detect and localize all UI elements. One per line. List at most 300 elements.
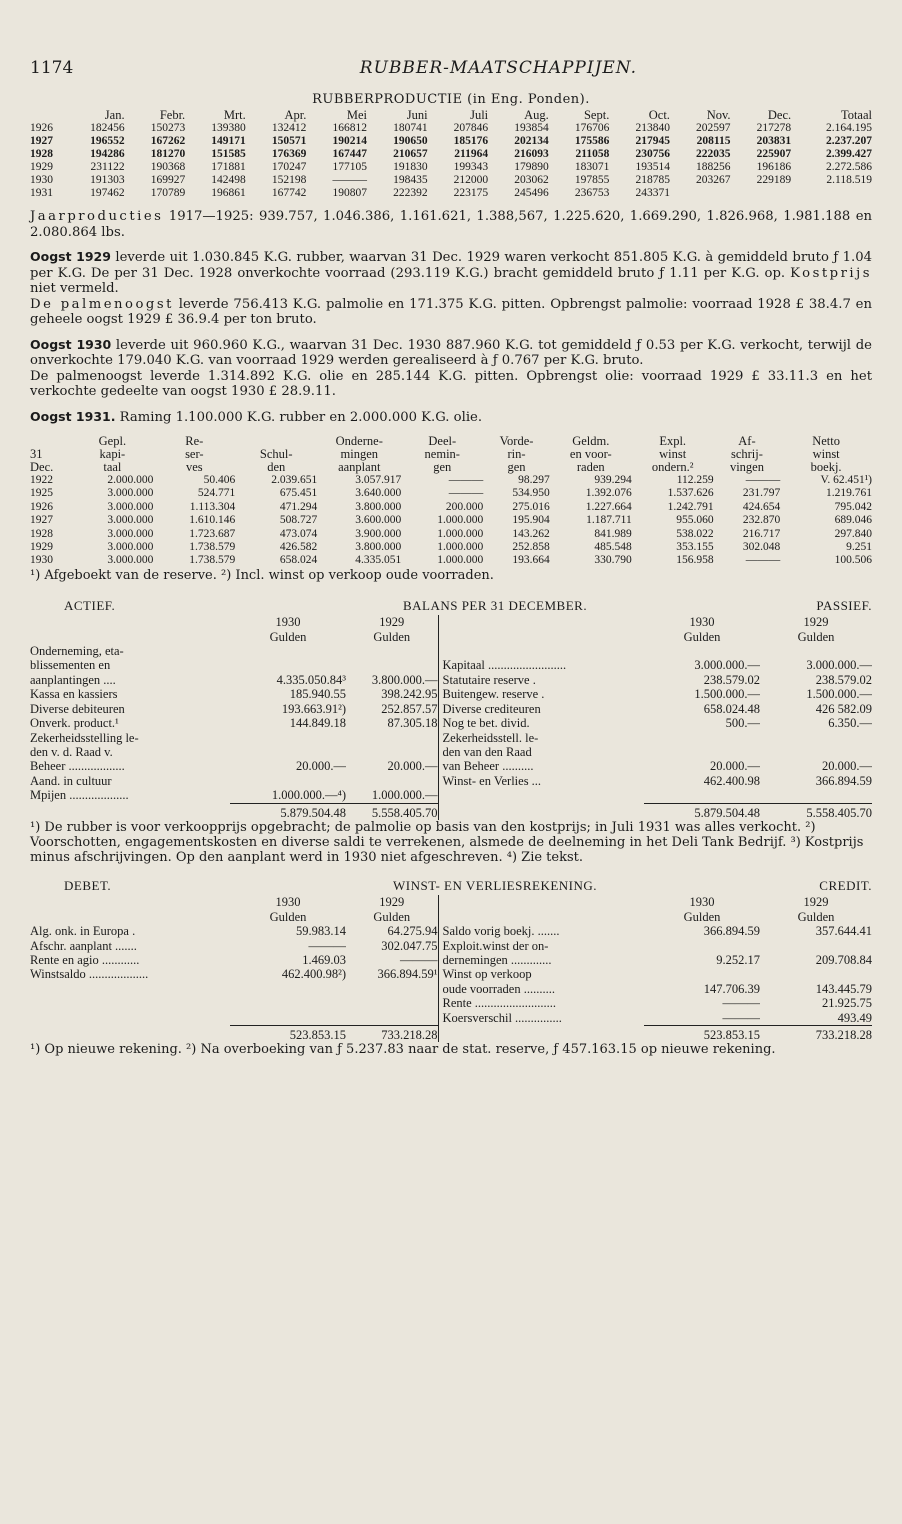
production-value: 191303 — [90, 174, 125, 186]
lead-palmenoogst: De palmenoogst — [30, 296, 174, 312]
financials-value: 1.113.304 — [189, 500, 236, 513]
financials-col-header — [483, 435, 550, 474]
financials-value: 1926 — [30, 500, 53, 513]
balance-title-row — [30, 599, 872, 615]
financials-value: 1.227.664 — [585, 500, 632, 513]
page — [30, 58, 872, 1057]
financials-value: 1.219.761 — [826, 487, 872, 500]
financials-value: 98.297 — [518, 474, 550, 486]
production-value: 207846 — [453, 122, 489, 134]
financials-col-header — [235, 435, 317, 474]
production-value — [670, 187, 731, 200]
balance-cell — [346, 731, 438, 745]
pl-year-row — [30, 895, 872, 909]
pl-cell: 366.894.59¹ — [377, 967, 438, 982]
balance-total: 5.879.504.48 — [644, 803, 760, 820]
financials-header-line: ser- — [185, 447, 204, 461]
financials-value: 955.060 — [676, 514, 714, 527]
production-value: 180741 — [393, 122, 428, 134]
pl-row — [30, 953, 872, 967]
pl-cell — [230, 1011, 346, 1026]
balance-cell — [230, 745, 346, 759]
financials-col-header — [550, 435, 632, 474]
financials-header-line: boekj. — [810, 460, 842, 474]
balance-footnote: ¹) De rubber is voor verkoopprijs opgebracht; de palmolie op basis van den kostprijs; in Juli 1931 was alles verkocht. ²) Voorschotten, engagementskosten en diverse saldi te verrekenen, alsmede de deelneming in het Deli Tank Bedrijf. ³) Kostprijs minus afschrijvingen. Op den aanplant werd in 1930 niet afgeschreven. ⁴) Zie tekst. — [30, 819, 864, 865]
pl-cell: Rente en agio ............ — [30, 952, 140, 967]
financials-value: 1.242.791 — [667, 500, 714, 513]
pl-totals-spacer — [438, 1026, 644, 1043]
financials-value: 3.000.000 — [107, 514, 154, 527]
financials-value: 330.790 — [594, 554, 632, 567]
production-value: 152198 — [271, 174, 307, 186]
production-value: 199343 — [453, 161, 489, 173]
financials-header-line: mingen — [340, 447, 378, 461]
financials-col-header — [153, 435, 235, 474]
financials-value: 485.548 — [594, 541, 632, 554]
pl-cell: 209.708.84 — [815, 952, 873, 967]
production-value: 181270 — [150, 148, 186, 160]
production-row — [30, 135, 872, 148]
balance-row — [30, 745, 872, 759]
financials-value: ——— — [448, 487, 484, 500]
balance-total: 5.879.504.48 — [230, 803, 346, 820]
pl-cell — [346, 996, 438, 1010]
production-value: 166812 — [332, 122, 367, 134]
production-row — [30, 187, 872, 200]
balance-cell — [644, 745, 760, 759]
balance-cell — [230, 658, 346, 672]
balance-year-row — [30, 615, 872, 629]
financials-header-line: schrij- — [730, 447, 763, 461]
balance-cell: Nog te bet. divid. — [438, 716, 644, 730]
production-value: 231122 — [90, 161, 125, 173]
production-value: 197462 — [90, 187, 125, 199]
pl-cell: Alg. onk. in Europa . — [30, 924, 136, 939]
production-value: 150273 — [150, 122, 186, 134]
financials-row — [30, 487, 872, 500]
production-value: 150571 — [271, 135, 307, 147]
financials-value: ——— — [448, 474, 484, 486]
balance-cell: 3.800.000.— — [371, 672, 438, 687]
financials-header-line: taal — [103, 460, 122, 474]
pl-row — [30, 996, 872, 1010]
pl-unit-left-b: Gulden — [373, 909, 411, 924]
pl-year-1930-right: 1930 — [689, 895, 715, 910]
balance-cell: 426 582.09 — [815, 701, 873, 716]
financials-col-header — [30, 435, 71, 474]
balance-totals-spacer — [438, 803, 644, 820]
financials-col-header — [71, 435, 153, 474]
financials-value: 3.057.917 — [355, 474, 402, 486]
production-value: 2.237.207 — [826, 135, 872, 147]
financials-header-line: ondern.² — [651, 460, 694, 474]
production-row — [30, 148, 872, 161]
pl-cell: Saldo vorig boekj. ....... — [438, 924, 644, 938]
balance-cell: Zekerheidsstell. le- — [438, 731, 644, 745]
production-value: 179890 — [514, 161, 549, 173]
pl-cell: 462.400.98²) — [281, 967, 346, 982]
financials-col-header — [632, 435, 714, 474]
balance-cell — [644, 644, 760, 658]
production-value: 142498 — [211, 174, 246, 186]
pl-cell: 357.644.41 — [815, 924, 873, 939]
balance-row — [30, 788, 872, 803]
production-year: 1926 — [30, 122, 53, 134]
financials-value: 112.259 — [676, 474, 714, 486]
financials-value: 471.294 — [279, 500, 318, 513]
production-value: 2.399.427 — [826, 148, 872, 160]
balance-cell: 20.000.— — [296, 759, 346, 774]
production-value: 170247 — [271, 161, 307, 173]
financials-value: 675.451 — [279, 487, 318, 500]
production-value: 194286 — [90, 148, 125, 160]
financials-row — [30, 541, 872, 554]
financials-header-line: nemin- — [424, 447, 460, 461]
balance-actief-title: ACTIEF. — [64, 598, 116, 613]
pl-cell: 1.469.03 — [302, 952, 346, 967]
financials-value: 1929 — [30, 541, 53, 554]
balance-row — [30, 687, 872, 701]
balance-cell — [346, 774, 438, 788]
production-col-header: Aug. — [524, 108, 549, 122]
pl-cell: 64.275.94 — [387, 924, 438, 939]
production-value: 175586 — [574, 135, 610, 147]
financials-col-header — [317, 435, 401, 474]
profit-loss-body — [30, 879, 872, 1042]
balance-cell — [230, 731, 346, 745]
balance-row — [30, 658, 872, 672]
production-value: 222035 — [696, 148, 731, 160]
balance-row — [30, 673, 872, 687]
pl-cell — [346, 982, 438, 996]
balance-cell: Diverse crediteuren — [438, 702, 644, 716]
production-value: 225907 — [756, 148, 792, 160]
production-value: 193854 — [514, 122, 549, 134]
financials-value: 3.640.000 — [355, 487, 402, 500]
financials-value: 1925 — [30, 487, 53, 500]
financials-value: 1.537.626 — [667, 487, 714, 500]
financials-row — [30, 501, 872, 514]
financials-row — [30, 554, 872, 567]
pl-cell — [760, 967, 872, 981]
financials-header-line: Gepl. — [98, 434, 127, 448]
pl-total: 733.218.28 — [760, 1026, 872, 1043]
financials-value: 426.582 — [279, 541, 318, 554]
financials-value: 1.000.000 — [437, 527, 484, 540]
pl-cell — [30, 1011, 230, 1026]
financials-header-line: Schul- — [259, 447, 293, 461]
financials-value: 473.074 — [279, 527, 318, 540]
pl-cell: 302.047.75 — [381, 938, 438, 953]
balance-cell: 4.335.050.84³ — [276, 672, 346, 687]
production-value: 191830 — [393, 161, 428, 173]
financials-row — [30, 528, 872, 541]
balance-row — [30, 774, 872, 788]
production-value: 211964 — [454, 148, 489, 160]
balance-unit-left-b: Gulden — [373, 629, 411, 644]
financials-value: 524.771 — [197, 487, 236, 500]
balance-totals-spacer — [30, 803, 230, 820]
balance-cell: Onverk. product.¹ — [30, 716, 119, 731]
pl-unit-right-b: Gulden — [797, 909, 835, 924]
production-col-header: Nov. — [706, 108, 731, 122]
financials-value: 353.155 — [676, 541, 714, 554]
pl-row — [30, 967, 872, 981]
production-value: 193514 — [635, 161, 670, 173]
production-col-header: Oct. — [648, 108, 670, 122]
balance-cell: 1.500.000.— — [694, 687, 761, 702]
financials-value: 156.958 — [676, 554, 714, 567]
financials-header-line: Onderne- — [335, 434, 383, 448]
production-value: 190214 — [332, 135, 367, 147]
balance-unit-row — [30, 630, 872, 644]
production-year: 1930 — [30, 174, 53, 186]
pl-title-row — [30, 879, 872, 895]
financials-value: 302.048 — [742, 541, 781, 554]
production-col-header: Mrt. — [223, 108, 246, 122]
pl-cell: Winst op verkoop — [438, 967, 644, 981]
pl-row — [30, 982, 872, 996]
production-value: 203062 — [514, 174, 549, 186]
financials-header-line: Af- — [738, 434, 756, 448]
production-value: 2.272.586 — [826, 161, 872, 173]
pl-cell — [30, 996, 230, 1010]
financials-value: 3.900.000 — [355, 527, 402, 540]
financials-value: 1.187.711 — [586, 514, 632, 527]
pl-cell — [230, 996, 346, 1010]
production-value: 185176 — [453, 135, 489, 147]
production-value: 2.118.519 — [826, 174, 872, 186]
financials-value: 658.024 — [279, 554, 318, 567]
production-col-header — [30, 109, 64, 122]
para-palmenoogst-1929 — [30, 297, 872, 328]
balance-cell — [230, 644, 346, 658]
para-jaarproducties — [30, 209, 872, 240]
production-value: 170789 — [150, 187, 186, 199]
production-value: 211058 — [575, 148, 610, 160]
production-col-header: Juli — [470, 108, 489, 122]
financials-value: 1.000.000 — [437, 554, 484, 567]
balance-row — [30, 731, 872, 745]
financials-value: 3.800.000 — [355, 541, 402, 554]
production-value: 197855 — [574, 174, 610, 186]
financials-header-line: kapi- — [99, 447, 126, 461]
production-value: 167742 — [271, 187, 307, 199]
pl-cell: Exploit.winst der on- — [438, 939, 644, 953]
pl-year-1930-left: 1930 — [275, 895, 301, 910]
balance-cell — [346, 745, 438, 759]
pl-credit-title: CREDIT. — [819, 878, 873, 893]
pl-footnote: ¹) Op nieuwe rekening. ²) Na overboeking van ƒ 5.237.83 naar de stat. reserve, ƒ 457.163.15 op nieuwe rekening. — [30, 1042, 776, 1058]
balance-cell — [760, 788, 872, 803]
financials-value: 1.738.579 — [189, 554, 236, 567]
financials-value: 1.000.000 — [437, 514, 484, 527]
balance-cell: blissementen en — [30, 658, 111, 673]
balance-cell: 193.663.91²) — [281, 701, 346, 716]
pl-cell: 9.252.17 — [716, 952, 761, 967]
balance-cell — [438, 644, 644, 658]
balance-year-1930-right: 1930 — [689, 615, 715, 630]
financials-value: V. 62.451¹) — [820, 474, 872, 486]
balance-cell: 3.000.000.— — [694, 658, 761, 673]
production-col-header: Dec. — [767, 108, 792, 122]
financials-table — [30, 435, 872, 568]
balance-cell: 238.579.02 — [815, 672, 873, 687]
balance-cell: den v. d. Raad v. — [30, 744, 113, 759]
financials-col-header — [401, 435, 483, 474]
page-header — [30, 58, 872, 88]
balance-cell: Beheer .................. — [30, 759, 125, 774]
production-col-header: Jan. — [104, 108, 125, 122]
production-value: 222392 — [393, 187, 428, 199]
balance-cell: 6.350.— — [828, 716, 873, 731]
financials-col-header — [780, 435, 872, 474]
production-value: 167262 — [150, 135, 186, 147]
production-value: 223175 — [453, 187, 489, 199]
financials-col-header — [714, 435, 781, 474]
pl-cell: Winstsaldo ................... — [30, 967, 149, 982]
financials-value: 252.858 — [512, 541, 550, 554]
balance-cell: 20.000.— — [710, 759, 761, 774]
balance-cell — [760, 644, 872, 658]
balance-cell: 238.579.02 — [703, 672, 761, 687]
financials-header-line: Vorde- — [499, 434, 534, 448]
balance-cell: aanplantingen .... — [30, 672, 116, 687]
balance-cell: 1.000.000.—⁴) — [271, 788, 346, 803]
balance-cell: 658.024.48 — [703, 701, 761, 716]
pl-cell: 366.894.59 — [703, 924, 761, 939]
balance-cell: 144.849.18 — [289, 716, 346, 731]
pl-unit-right-a: Gulden — [683, 909, 721, 924]
production-value: 217945 — [635, 135, 670, 147]
financials-value: 195.904 — [512, 514, 550, 527]
balance-cell: den van den Raad — [438, 745, 644, 759]
financials-value: 538.022 — [676, 527, 714, 540]
financials-header-line: rin- — [507, 447, 526, 461]
financials-header-line: den — [267, 460, 286, 474]
production-value: ——— — [332, 174, 367, 186]
production-col-header: Febr. — [159, 108, 186, 122]
balance-cell — [230, 774, 346, 788]
balance-cell — [438, 788, 644, 803]
production-value: 176369 — [271, 148, 307, 160]
production-col-header: Juni — [406, 108, 428, 122]
financials-value: 232.870 — [742, 514, 781, 527]
financials-header-line: aanplant — [338, 460, 381, 474]
running-title: RUBBER-MAATSCHAPPIJEN. — [359, 58, 637, 78]
production-year: 1927 — [30, 135, 53, 147]
pl-cell: Koersverschil ............... — [438, 1011, 644, 1026]
balance-cell: 1.000.000.— — [371, 788, 438, 803]
financials-value: 689.046 — [834, 514, 872, 527]
pl-cell: 493.49 — [837, 1010, 873, 1025]
production-value: 236753 — [574, 187, 610, 199]
production-col-header: Sept. — [583, 108, 610, 122]
financials-row — [30, 514, 872, 527]
production-value: 245496 — [514, 187, 549, 199]
production-value: 217278 — [756, 122, 792, 134]
text-oogst-1929: leverde uit 1.030.845 K.G. rubber, waarvan 31 Dec. 1929 waren verkocht 851.805 K.G. à gemiddeld bruto ƒ 1.04 per K.G. De per 31 Dec. 1928 onverkochte voorraad (293.119 K.G.) bracht gemiddeld bruto ƒ 1.11 per K.G. op. — [30, 250, 872, 281]
balance-totals-row — [30, 803, 872, 820]
balance-cell — [346, 644, 438, 658]
pl-unit-row — [30, 910, 872, 924]
pl-cell: 59.983.14 — [296, 924, 346, 939]
balance-cell: 366.894.59 — [815, 773, 873, 788]
production-value: 230756 — [635, 148, 670, 160]
balance-cell — [644, 731, 760, 745]
production-year: 1931 — [30, 187, 53, 199]
financials-value: 3.000.000 — [107, 487, 154, 500]
balance-unit-right-b: Gulden — [797, 629, 835, 644]
financials-value: 795.042 — [834, 500, 872, 513]
production-value: 196552 — [90, 135, 125, 147]
page-number: 1174 — [30, 58, 74, 78]
production-value: 202597 — [696, 122, 731, 134]
pl-cell: 143.445.79 — [815, 981, 873, 996]
financials-header-line: ves — [185, 460, 203, 474]
financials-value: ——— — [745, 474, 781, 486]
financials-header-line: gen — [507, 460, 526, 474]
production-value: 151585 — [211, 148, 246, 160]
financials-value: 1.738.579 — [189, 541, 236, 554]
production-value: 196861 — [211, 187, 246, 199]
balance-cell: Winst- en Verlies ... — [438, 774, 644, 788]
balance-cell — [760, 731, 872, 745]
production-value: 176706 — [574, 122, 610, 134]
production-value: 213840 — [635, 122, 670, 134]
financials-header-line: vingen — [729, 460, 764, 474]
production-value: 167447 — [332, 148, 367, 160]
balance-cell: 462.400.98 — [703, 773, 761, 788]
pl-totals-spacer — [30, 1026, 230, 1043]
pl-unit-left-a: Gulden — [269, 909, 307, 924]
production-value: 183071 — [574, 161, 610, 173]
production-col-header: Apr. — [284, 108, 307, 122]
para-oogst-1931 — [30, 409, 872, 426]
lead-oogst-1929: Oogst 1929 — [30, 249, 111, 264]
production-table — [30, 109, 872, 200]
production-year: 1929 — [30, 161, 53, 173]
production-value: 203267 — [696, 174, 731, 186]
pl-cell: Afschr. aanplant ....... — [30, 938, 137, 953]
financials-value: 4.335.051 — [355, 554, 402, 567]
balance-cell: Buitengew. reserve . — [438, 687, 644, 701]
financials-body — [30, 474, 872, 568]
balance-year-1929-left: 1929 — [379, 615, 405, 630]
pl-totals-row — [30, 1026, 872, 1043]
pl-cell — [230, 982, 346, 996]
pl-cell: ——— — [722, 996, 761, 1011]
pl-total: 523.853.15 — [230, 1026, 346, 1043]
pl-year-1929-left: 1929 — [379, 895, 405, 910]
pl-cell: 147.706.39 — [703, 981, 761, 996]
financials-value: 1922 — [30, 474, 53, 486]
production-row — [30, 161, 872, 174]
balance-row — [30, 644, 872, 658]
pl-cell: Rente .......................... — [438, 996, 644, 1010]
pl-cell — [644, 939, 760, 953]
balance-body — [30, 599, 872, 820]
lead-oogst-1931: Oogst 1931. — [30, 408, 116, 424]
pl-center-title: WINST- EN VERLIESREKENING. — [393, 878, 598, 893]
lead-oogst-1930: Oogst 1930 — [30, 336, 112, 352]
production-value: 212000 — [453, 174, 489, 186]
production-col-header: Totaal — [840, 108, 872, 122]
production-title: RUBBERPRODUCTIE (in Eng. Ponden). — [312, 92, 590, 107]
production-value: 177105 — [332, 161, 367, 173]
pl-cell: oude voorraden .......... — [438, 982, 644, 996]
financials-row — [30, 474, 872, 487]
